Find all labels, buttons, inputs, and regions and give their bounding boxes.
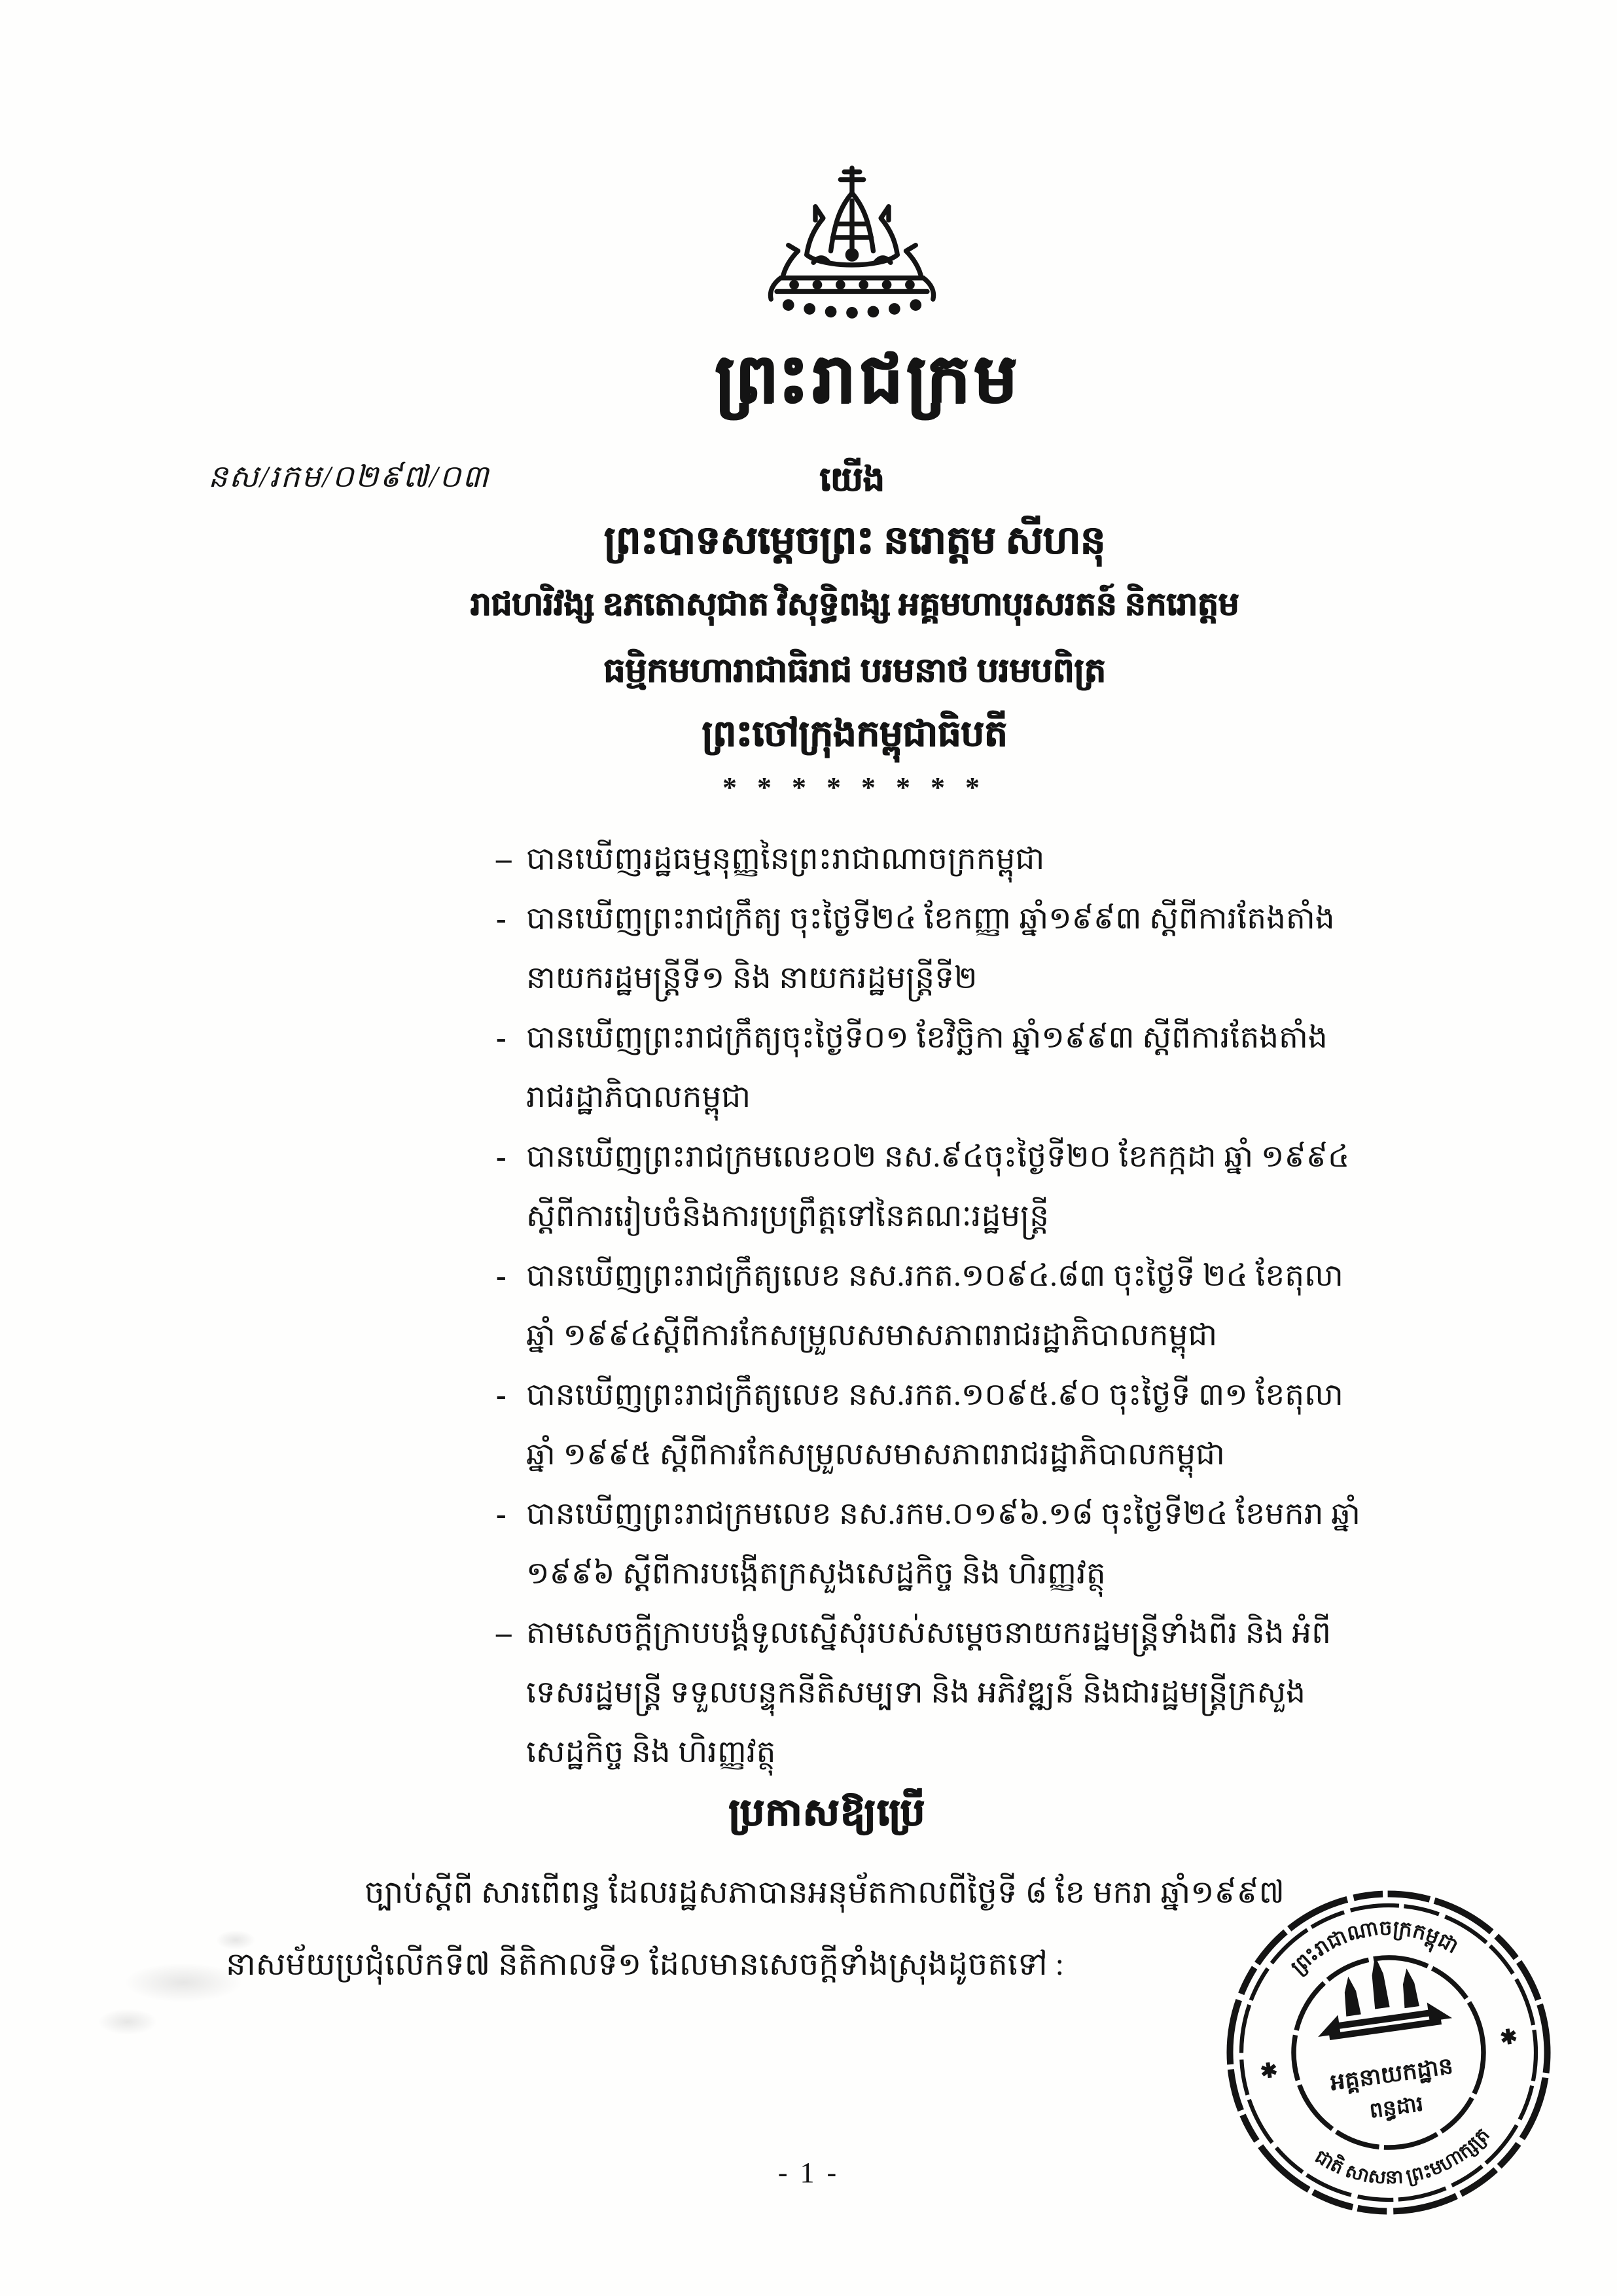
preamble-item-text: បានឃើញរដ្ឋធម្មនុញ្ញនៃព្រះរាជាណាចក្រកម្ពុជា xyxy=(526,842,1045,876)
scan-smudge xyxy=(216,1930,255,1950)
preamble-item-text: បានឃើញព្រះរាជក្រឹត្យលេខ នស.រកត.១០៩៥.៩០ ចុះថ្ងៃទី ៣១ ខែតុលា ឆ្នាំ ១៩៩៥ ស្តីពីការកែសម្រួលសមាសភាពរាជរដ្ឋាភិបាលកម្ពុជា xyxy=(526,1378,1343,1472)
bullet-marker: – xyxy=(496,1616,512,1650)
seal-star-left: ✱ xyxy=(1258,2058,1279,2083)
scan-smudge xyxy=(98,2009,157,2035)
closing-paragraph-line: នាសម័យប្រជុំលើកទី៧ នីតិកាលទី១ ដែលមានសេចក្តីទាំងស្រុងដូចតទៅ : xyxy=(226,1947,1064,1982)
preamble-item-text: បានឃើញព្រះរាជក្រមលេខ០២ នស.៩៤ចុះថ្ងៃទី២០ ខែកក្កដា ឆ្នាំ ១៩៩៤ ស្តីពីការរៀបចំនិងការប្រព្រឹត្តទៅនៃគណៈរដ្ឋមន្ត្រី xyxy=(526,1140,1350,1233)
king-name-line: ព្រះបាទសម្តេចព្រះ នរោត្តម សីហនុ xyxy=(603,519,1105,562)
closing-paragraph-line: ច្បាប់ស្តីពី សារពើពន្ធ ដែលរដ្ឋសភាបានអនុម័តកាលពីថ្ងៃទី ៨ ខែ មករា ឆ្នាំ១៩៩៧ xyxy=(364,1875,1285,1910)
preamble-item-text: តាមសេចក្តីក្រាបបង្គំទូលស្នើសុំរបស់សម្តេចនាយករដ្ឋមន្ត្រីទាំងពីរ និង អំពី ទេសរដ្ឋមន្ត្រី ទទួលបន្ទុកនីតិសម្បទា និង អភិវឌ្ឍន៍ និងជារដ្ឋមន្ត្រីក្រសួង សេដ្ឋកិច្ច និង ហិរញ្ញវត្ថុ xyxy=(526,1616,1331,1769)
preamble-item xyxy=(496,1485,1530,1604)
seal-ring-text-top: ព្រះរាជាណាចក្រកម្ពុជា xyxy=(1286,1916,1463,1979)
bullet-marker: – xyxy=(496,842,512,876)
bullet-marker: - xyxy=(496,1140,506,1174)
bullet-marker: - xyxy=(496,1378,506,1412)
preamble-item xyxy=(496,1246,1530,1366)
document-title: ព្រះរាជក្រម xyxy=(714,342,1021,417)
seal-star-right: ✱ xyxy=(1499,2024,1519,2050)
preamble-item-text: បានឃើញព្រះរាជក្រឹត្យលេខ នស.រកត.១០៩៤.៨៣ ចុះថ្ងៃទី ២៤ ខែតុលា ឆ្នាំ ១៩៩៤ស្តីពីការកែសម្រួលសមាសភាពរាជរដ្ឋាភិបាលកម្ពុជា xyxy=(526,1259,1343,1352)
preamble-item xyxy=(496,889,1530,1008)
seal-center-text-2: ពន្ធដារ xyxy=(1368,2092,1425,2123)
angkor-wat-icon xyxy=(1311,1949,1451,2040)
preamble-item-text: បានឃើញព្រះរាជក្រមលេខ នស.រកម.០១៩៦.១៨ ចុះថ្ងៃទី២៤ ខែមករា ឆ្នាំ ១៩៩៦ ស្តីពីការបង្កើតក្រសួងសេដ្ឋកិច្ច និង ហិរញ្ញវត្ថុ xyxy=(526,1497,1360,1591)
preamble-item xyxy=(496,1008,1530,1127)
page-number: - 1 - xyxy=(777,2157,840,2189)
preamble-item xyxy=(496,1604,1530,1782)
bullet-marker: - xyxy=(496,1497,506,1531)
reference-number: នស/រកម/០២៩៧/០៣ xyxy=(208,460,490,494)
preamble-item xyxy=(496,1127,1530,1246)
promulgation-heading: ប្រកាសឱ្យប្រើ xyxy=(728,1791,926,1833)
royal-we-label: យើង xyxy=(819,461,885,499)
bullet-marker: - xyxy=(496,1021,506,1055)
bullet-marker: - xyxy=(496,1259,506,1293)
scan-smudge xyxy=(124,1963,242,2002)
royal-crown-emblem xyxy=(754,162,950,345)
preamble-item xyxy=(496,830,1530,889)
seal-ring-text-bottom: ជាតិ សាសនា ព្រះមហាក្សត្រ xyxy=(1311,2124,1494,2189)
bullet-marker: - xyxy=(496,902,506,936)
preamble-list xyxy=(496,830,1530,1782)
royal-title-line-3: ធម្មិកមហារាជាធិរាជ បរមនាថ បរមបពិត្រ xyxy=(603,652,1106,690)
preamble-item-text: បានឃើញព្រះរាជក្រឹត្យ ចុះថ្ងៃទី២៤ ខែកញ្ញា ឆ្នាំ១៩៩៣ ស្តីពីការតែងតាំង នាយករដ្ឋមន្ត្រីទី១ និង នាយករដ្ឋមន្ត្រីទី២ xyxy=(526,902,1335,995)
preamble-item xyxy=(496,1366,1530,1485)
royal-title-line-4: ព្រះចៅក្រុងកម្ពុជាធិបតី xyxy=(702,714,1007,754)
seal-center-text-1: អគ្គនាយកដ្ឋាន xyxy=(1328,2053,1455,2096)
preamble-item-text: បានឃើញព្រះរាជក្រឹត្យចុះថ្ងៃទី០១ ខែវិច្ឆិកា ឆ្នាំ១៩៩៣ ស្តីពីការតែងតាំង រាជរដ្ឋាភិបាលកម្ពុជា xyxy=(526,1021,1328,1114)
stars-separator: * * * * * * * * xyxy=(722,771,986,804)
royal-title-line-2: រាជហរិវង្ស ឧភតោសុជាត វិសុទ្ធិពង្ស អគ្គមហាបុរសរតន៍ និករោត្តម xyxy=(470,586,1239,622)
royal-crown-icon xyxy=(754,162,950,345)
